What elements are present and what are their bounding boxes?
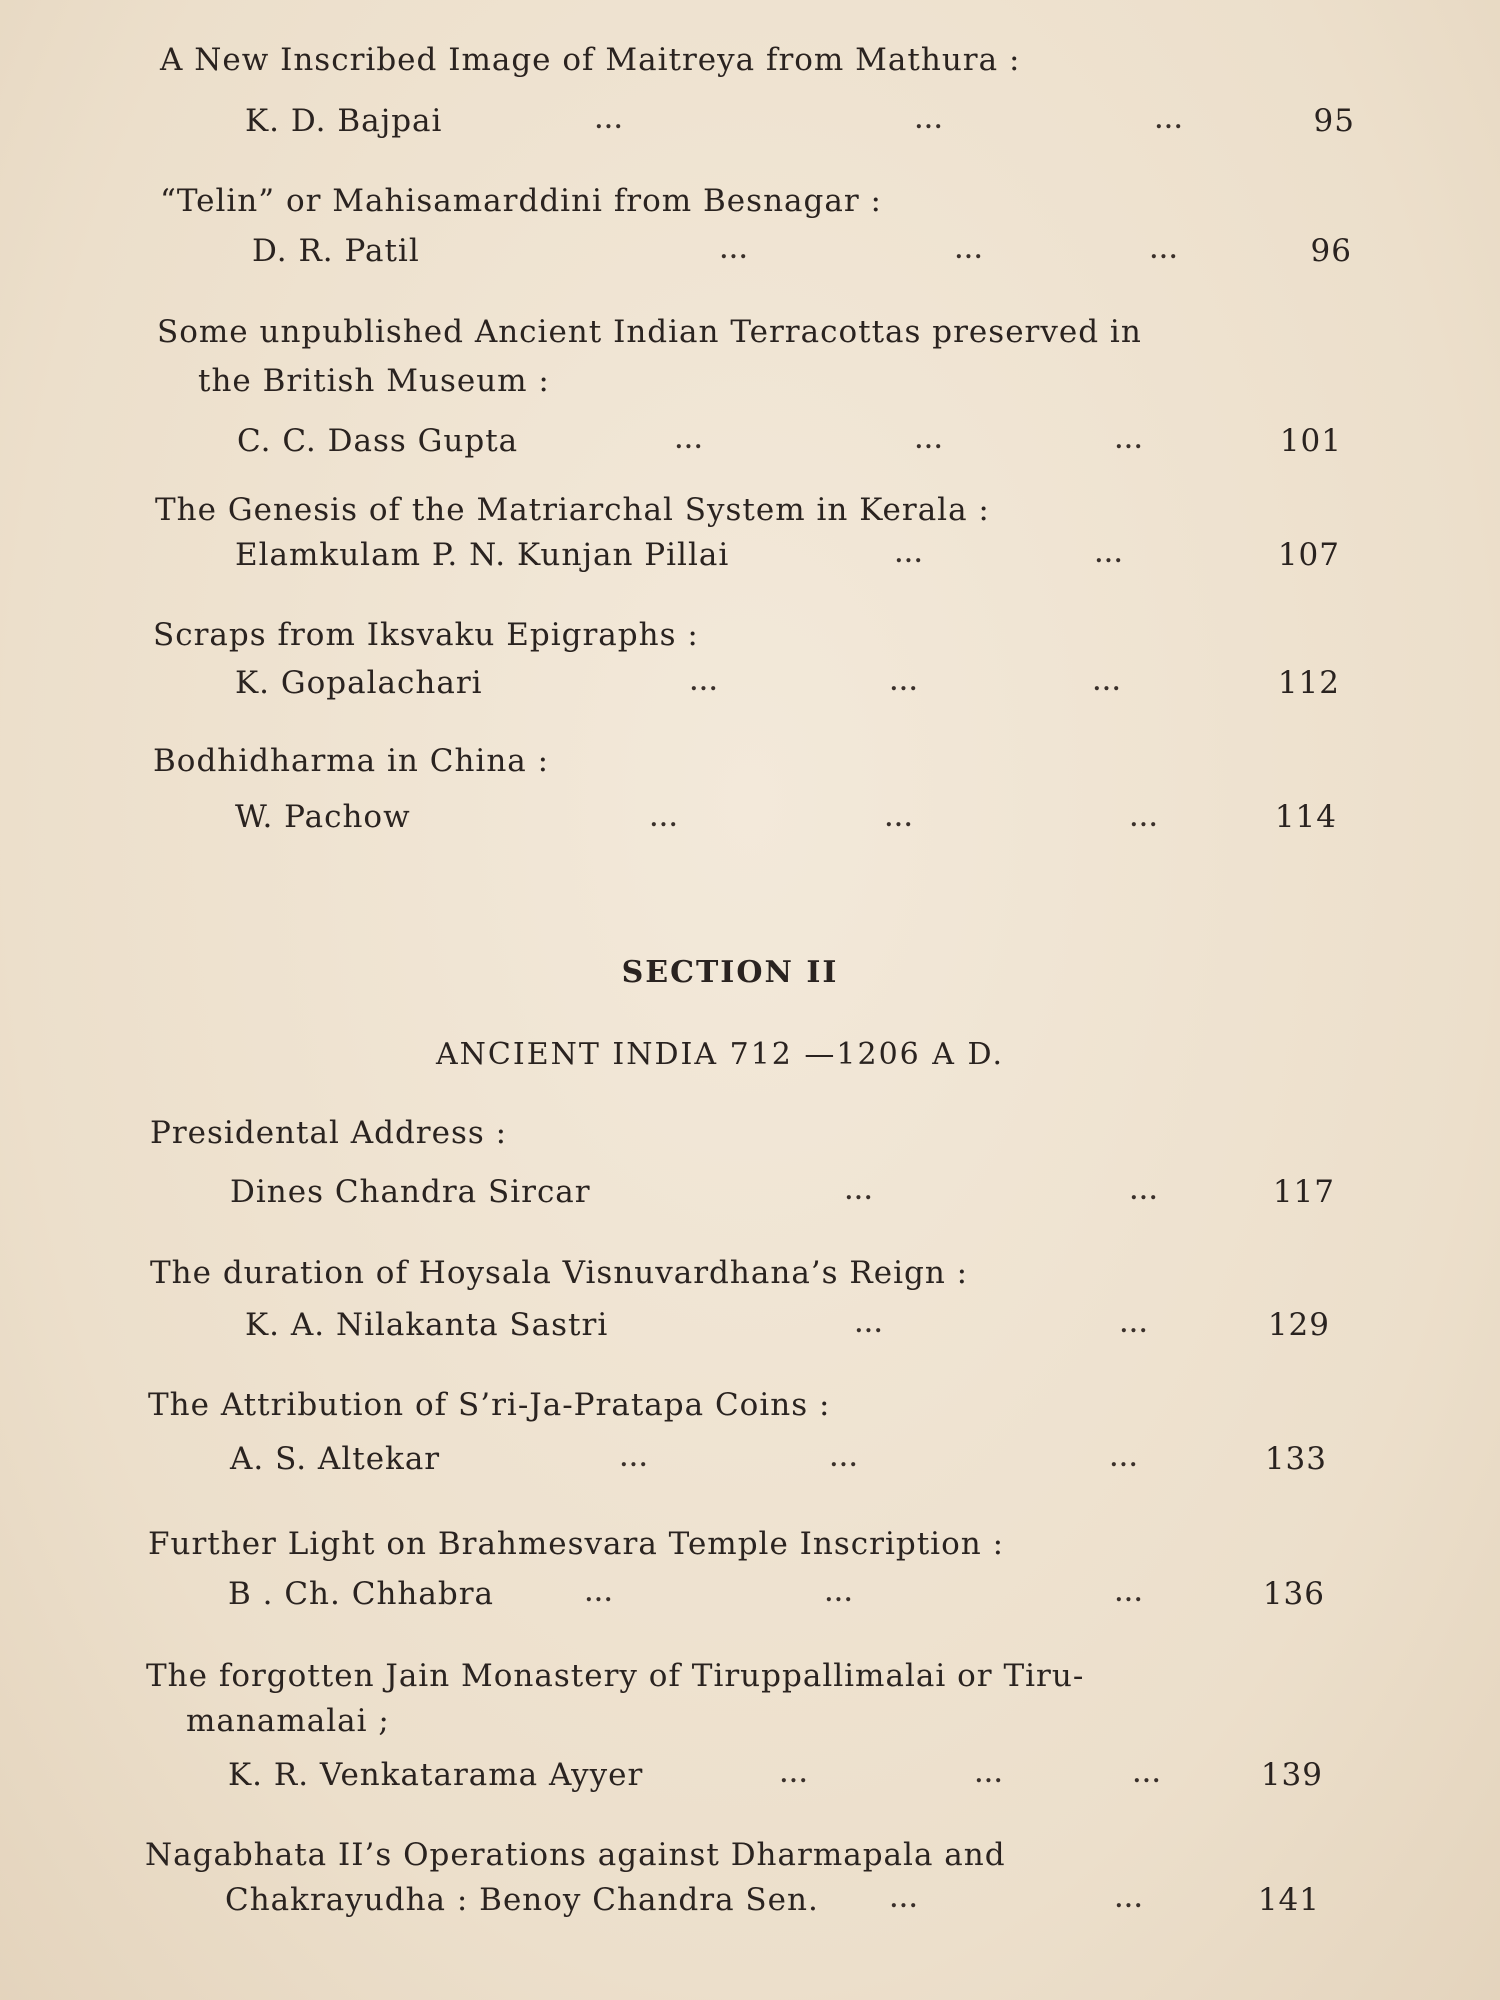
entry-page-number: 96 [1310,233,1352,269]
leader-dots: ... [1150,238,1179,264]
leader-dots: ... [915,108,944,134]
leader-dots: ... [1093,670,1122,696]
leader-dots: ... [890,670,919,696]
leader-dots: ... [675,428,704,454]
entry-author: C. C. Dass Gupta [237,423,519,459]
entry-author: Elamkulam P. N. Kunjan Pillai [235,537,730,573]
entry-title: “Telin” or Mahisamarddini from Besnagar : [160,183,882,219]
entry-page-number: 114 [1274,799,1337,835]
entry-author: K. D. Bajpai [245,103,443,139]
entry-page-number: 129 [1267,1307,1330,1343]
entry-title: Presidental Address : [150,1115,508,1151]
leader-dots: ... [1120,1312,1149,1338]
entry-title-continuation: manamalai ; [186,1703,390,1739]
entry-title: The Attribution of S’ri-Ja-Pratapa Coins : [148,1387,831,1423]
entry-title: Bodhidharma in China : [153,743,550,779]
entry-author: D. R. Patil [252,233,420,269]
leader-dots: ... [1115,1887,1144,1913]
entry-page-number: 112 [1277,665,1340,701]
leader-dots: ... [720,238,749,264]
leader-dots: ... [830,1446,859,1472]
entry-title: The Genesis of the Matriarchal System in Kerala : [155,492,990,528]
leader-dots: ... [890,1887,919,1913]
entry-page-number: 141 [1257,1882,1320,1918]
entry-title-continuation: Chakrayudha : Benoy Chandra Sen. [225,1882,819,1918]
leader-dots: ... [1130,1179,1159,1205]
leader-dots: ... [595,108,624,134]
leader-dots: ... [895,542,924,568]
entry-page-number: 107 [1277,537,1340,573]
leader-dots: ... [855,1312,884,1338]
entry-author: B . Ch. Chhabra [228,1576,495,1612]
leader-dots: ... [1115,1581,1144,1607]
entry-page-number: 101 [1279,423,1342,459]
leader-dots: ... [1133,1762,1162,1788]
leader-dots: ... [885,806,914,832]
section-subheading: ANCIENT INDIA 712 —1206 A D. [435,1037,1005,1072]
leader-dots: ... [1155,108,1184,134]
leader-dots: ... [1095,542,1124,568]
leader-dots: ... [955,238,984,264]
entry-author: K. R. Venkatarama Ayyer [228,1757,644,1793]
entry-author: W. Pachow [235,799,411,835]
entry-title: Some unpublished Ancient Indian Terracottas preserved in [157,314,1142,350]
leader-dots: ... [1110,1446,1139,1472]
leader-dots: ... [780,1762,809,1788]
leader-dots: ... [975,1762,1004,1788]
entry-title: The forgotten Jain Monastery of Tiruppallimalai or Tiru- [146,1658,1085,1694]
leader-dots: ... [915,428,944,454]
entry-title: A New Inscribed Image of Maitreya from Mathura : [160,42,1021,78]
leader-dots: ... [1115,428,1144,454]
entry-author: Dines Chandra Sircar [230,1174,591,1210]
leader-dots: ... [650,806,679,832]
entry-title: Further Light on Brahmesvara Temple Inscription : [148,1526,1005,1562]
leader-dots: ... [1130,806,1159,832]
entry-title-continuation: the British Museum : [198,363,550,399]
leader-dots: ... [845,1179,874,1205]
entry-author: A. S. Altekar [230,1441,441,1477]
entry-title: Scraps from Iksvaku Epigraphs : [153,617,699,653]
entry-title: The duration of Hoysala Visnuvardhana’s Reign : [150,1255,969,1291]
entry-page-number: 136 [1262,1576,1325,1612]
section-heading: SECTION II [621,955,839,990]
entry-author: K. A. Nilakanta Sastri [245,1307,609,1343]
entry-page-number: 95 [1313,103,1355,139]
leader-dots: ... [825,1581,854,1607]
entry-page-number: 133 [1264,1441,1327,1477]
leader-dots: ... [690,670,719,696]
leader-dots: ... [585,1581,614,1607]
entry-page-number: 117 [1272,1174,1335,1210]
entry-page-number: 139 [1260,1757,1323,1793]
entry-author: K. Gopalachari [235,665,483,701]
entry-title: Nagabhata II’s Operations against Dharmapala and [145,1837,1006,1873]
leader-dots: ... [620,1446,649,1472]
